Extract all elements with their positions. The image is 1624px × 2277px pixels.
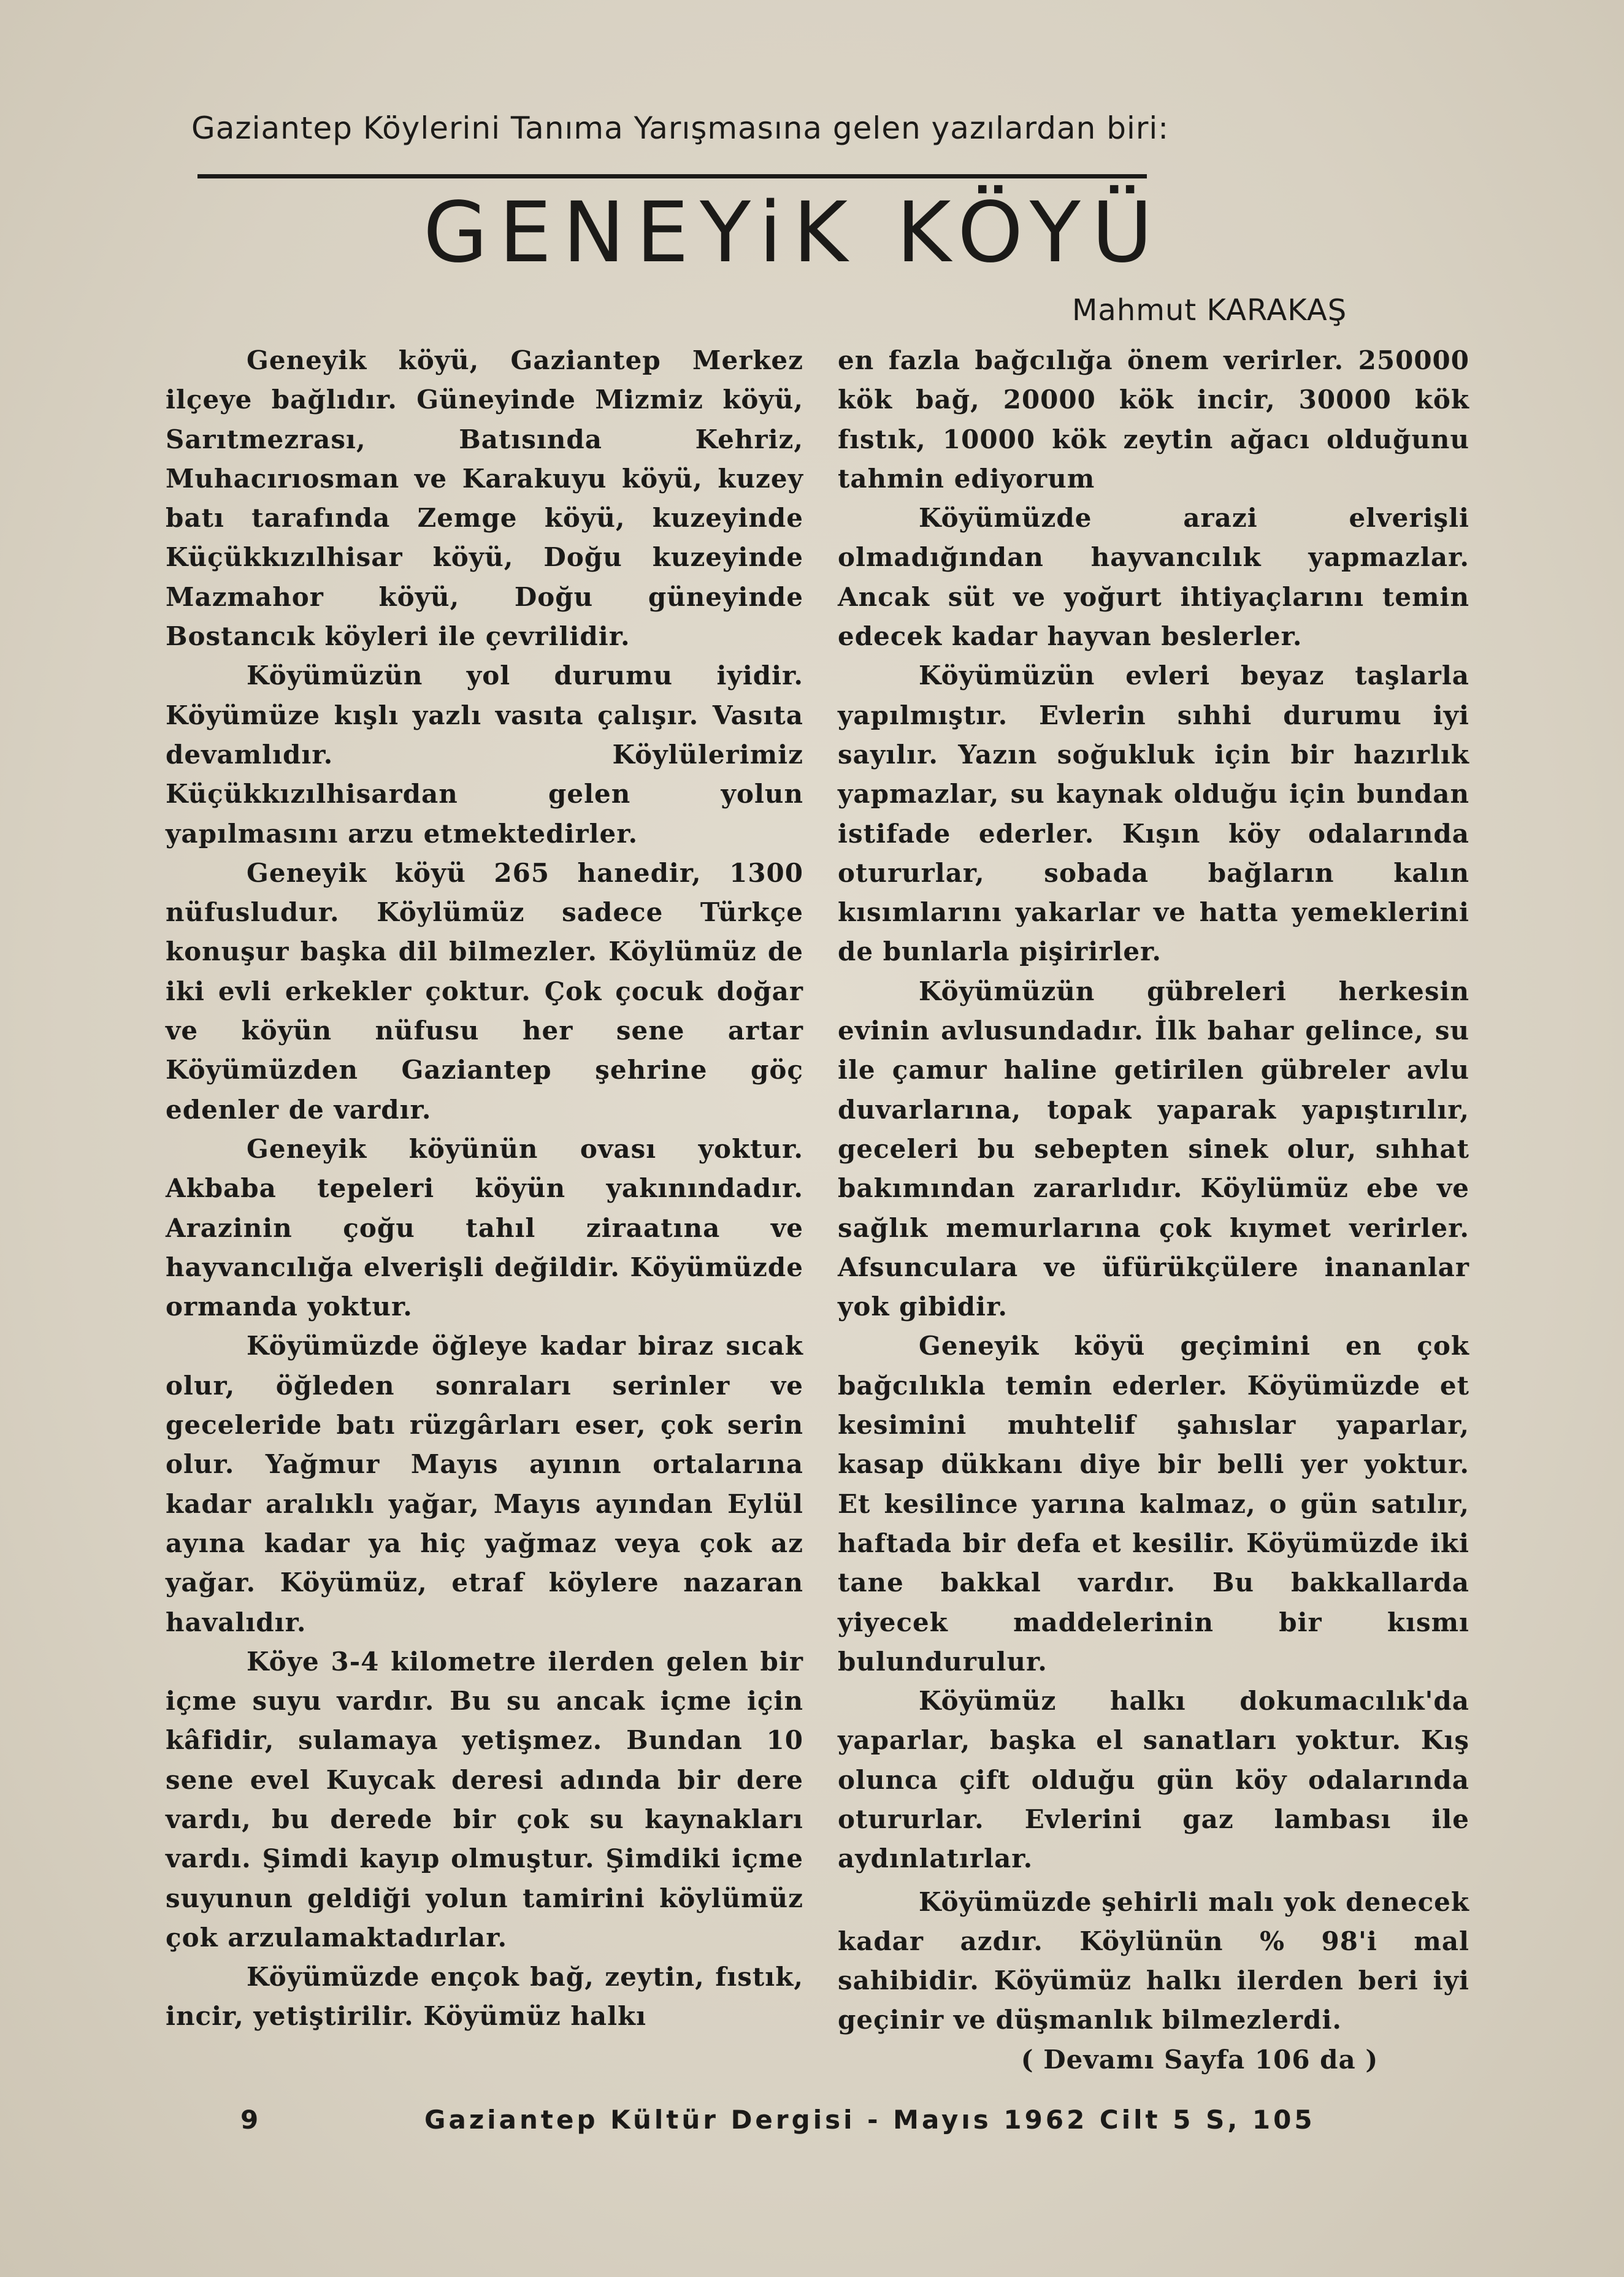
- paragraph: Köyümüzde ençok bağ, zeytin, fıstık, incir, yetiştirilir. Köyümüz halkı: [166, 1962, 803, 2032]
- continued-note: ( Devamı Sayfa 106 da ): [1021, 2044, 1379, 2075]
- title-rule: [197, 174, 1147, 178]
- paragraph: Geneyik köyü geçimini en çok bağcılıkla temin ederler. Köyümüzde et kesimini muhtelif şahıslar yaparlar, kasap dükkanı diye bir belli yer yoktur. Et kesilince yarına kalmaz, o gün satılır, haftada bir defa et kesilir. Köyümüzde iki tane bakkal vardır. Bu bakkallarda yiyecek maddelerinin bir kısmı bulundurulur.: [838, 1331, 1469, 1677]
- paragraph: Geneyik köyünün ovası yoktur. Akbaba tepeleri köyün yakınındadır. Arazinin çoğu tahıl ziraatına ve hayvancılığa elverişli değildir. Köyümüzde ormanda yoktur.: [166, 1133, 803, 1322]
- journal-citation: Gaziantep Kültür Dergisi - Mayıs 1962 Cilt 5 S, 105: [424, 2105, 1316, 2135]
- paragraph: Geneyik köyü, Gaziantep Merkez ilçeye bağlıdır. Güneyinde Mizmiz köyü, Sarıtmezrası, Batısında Kehriz, Muhacırıosman ve Karakuyu köyü, kuzey batı tarafında Zemge köyü, kuzeyinde Küçükkızılhisar köyü, Doğu kuzeyinde Mazmahor köyü, Doğu güneyinde Bostancık köyleri ile çevrilidir.: [166, 345, 803, 652]
- right-column: [838, 341, 1469, 2080]
- paragraph: Köyümüz halkı dokumacılık'da yaparlar, başka el sanatları yoktur. Kış olunca çift olduğu gün köy odalarında otururlar. Evlerini gaz lambası ile aydınlatırlar.: [838, 1686, 1469, 1874]
- paragraph: Geneyik köyü 265 hanedir, 1300 nüfusludur. Köylümüz sadece Türkçe konuşur başka dil bilmezler. Köylümüz de iki evli erkekler çoktur. Çok çocuk doğar ve köyün nüfusu her sene artar Köyümüzden Gaziantep şehrine göç edenler de vardır.: [166, 857, 803, 1125]
- paragraph: Köyümüzde arazi elverişli olmadığından hayvancılık yapmazlar. Ancak süt ve yoğurt ihtiyaçlarını temin edecek kadar hayvan beslerler.: [838, 503, 1469, 652]
- page-number: 9: [240, 2105, 262, 2135]
- left-column: [166, 341, 803, 2037]
- author-name: Mahmut KARAKAŞ: [1072, 293, 1347, 327]
- paragraph: Köyümüzün yol durumu iyidir. Köyümüze kışlı yazlı vasıta çalışır. Vasıta devamlıdır. Köylülerimiz Küçükkızılhisardan gelen yolun yapılmasını arzu etmektedirler.: [166, 660, 803, 849]
- paragraph: Köyümüzde şehirli malı yok denecek kadar azdır. Köylünün % 98'i mal sahibidir. Köyümüz halkı ilerden beri iyi geçinir ve düşmanlık bilmezlerdi.: [838, 1886, 1469, 2035]
- page-footer: [240, 2105, 1406, 2135]
- paragraph-continuation: en fazla bağcılığa önem verirler. 250000 kök bağ, 20000 kök incir, 30000 kök fıstık, 10000 kök zeytin ağacı olduğunu tahmin ediyorum: [838, 345, 1469, 494]
- paragraph: Köyümüzde öğleye kadar biraz sıcak olur, öğleden sonraları serinler ve geceleride batı rüzgârları eser, çok serin olur. Yağmur Mayıs ayının ortalarına kadar aralıklı yağar, Mayıs ayından Eylül ayına kadar ya hiç yağmaz veya çok az yağar. Köyümüz, etraf köylere nazaran havalıdır.: [166, 1331, 803, 1637]
- paragraph: Köye 3-4 kilometre ilerden gelen bir içme suyu vardır. Bu su ancak içme için kâfidir, sulamaya yetişmez. Bundan 10 sene evel Kuycak deresi adında bir dere vardı, bu derede bir çok su kaynakları vardı. Şimdi kayıp olmuştur. Şimdiki içme suyunun geldiği yolun tamirini köylümüz çok arzulamaktadırlar.: [166, 1646, 803, 1953]
- paragraph: Köyümüzün gübreleri herkesin evinin avlusundadır. İlk bahar gelince, su ile çamur haline getirilen gübreler avlu duvarlarına, topak yaparak yapıştırılır, geceleri bu sebepten sinek olur, sıhhat bakımından zararlıdır. Köylümüz ebe ve sağlık memurlarına çok kıymet verirler. Afsunculara ve üfürükçülere inananlar yok gibidir.: [838, 976, 1469, 1322]
- article-title: GENEYiK KÖYÜ: [423, 185, 1164, 281]
- paragraph: Köyümüzün evleri beyaz taşlarla yapılmıştır. Evlerin sıhhi durumu iyi sayılır. Yazın soğukluk için bir hazırlık yapmazlar, su kaynak olduğu için bundan istifade ederler. Kışın köy odalarında otururlar, sobada bağların kalın kısımlarını yakarlar ve hatta yemeklerini de bunlarla pişirirler.: [838, 660, 1469, 967]
- contest-kicker: Gaziantep Köylerini Tanıma Yarışmasına gelen yazılardan biri:: [191, 110, 1170, 146]
